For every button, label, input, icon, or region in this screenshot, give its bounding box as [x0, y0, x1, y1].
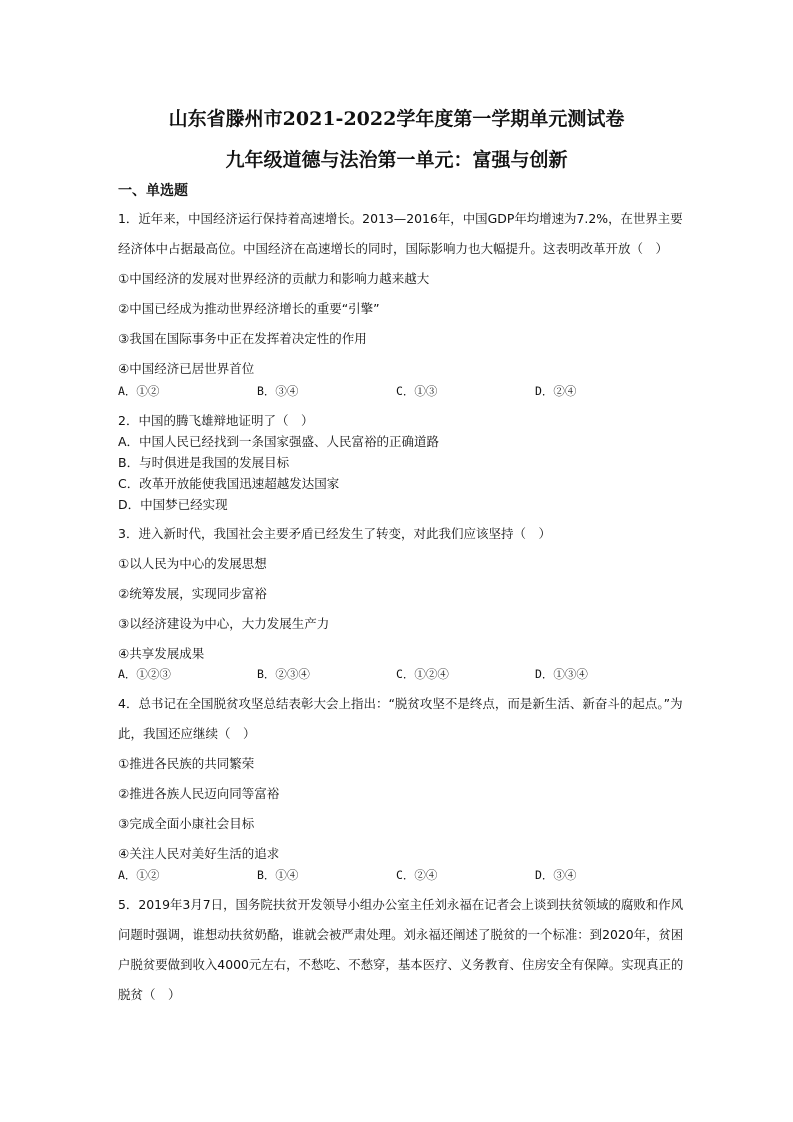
q3-stem: 3．进入新时代，我国社会主要矛盾已经发生了转变，对此我们应该坚持（ ）	[118, 526, 551, 541]
q2-choice-c: C．改革开放能使我国迅速超越发达国家	[118, 476, 340, 491]
q4-option-a: A．①②	[118, 868, 160, 882]
q1-option-d: D．②④	[535, 384, 577, 398]
q2-stem: 2．中国的腾飞雄辩地证明了（ ）	[118, 413, 314, 428]
q4-item-1: ①推进各民族的共同繁荣	[118, 756, 255, 771]
q4-stem-line1: 4．总书记在全国脱贫攻坚总结表彰大会上指出：“脱贫攻坚不是终点，而是新生活、新奋斗的起点。”为	[118, 696, 683, 711]
q5-stem-line1: 5．2019年3月7日，国务院扶贫开发领导小组办公室主任刘永福在记者会上谈到扶贫领域的腐败和作风	[118, 897, 684, 912]
q5-stem-line4: 脱贫（ ）	[118, 987, 181, 1002]
q1-item-1: ①中国经济的发展对世界经济的贡献力和影响力越来越大	[118, 271, 430, 286]
q2-choice-b: B．与时俱进是我国的发展目标	[118, 455, 290, 470]
q1-item-4: ④中国经济已居世界首位	[118, 361, 255, 376]
q1-option-a: A．①②	[118, 384, 160, 398]
q4-item-2: ②推进各族人民迈向同等富裕	[118, 786, 280, 801]
q4-option-d: D．③④	[535, 868, 577, 882]
q3-item-3: ③以经济建设为中心，大力发展生产力	[118, 616, 330, 631]
q4-option-b: B．①④	[257, 868, 299, 882]
section-heading: 一、单选题	[118, 183, 188, 199]
q4-item-4: ④关注人民对美好生活的追求	[118, 846, 280, 861]
q3-option-b: B．②③④	[257, 667, 310, 681]
q5-stem-line3: 户脱贫要做到收入4000元左右，不愁吃、不愁穿，基本医疗、义务教育、住房安全有保障。实现真正的	[118, 957, 684, 972]
q3-option-d: D．①③④	[535, 667, 588, 681]
q1-item-3: ③我国在国际事务中正在发挥着决定性的作用	[118, 331, 367, 346]
q1-option-c: C．①③	[396, 384, 438, 398]
q4-item-3: ③完成全面小康社会目标	[118, 816, 255, 831]
document-subtitle: 九年级道德与法治第一单元：富强与创新	[225, 149, 568, 171]
q4-option-c: C．②④	[396, 868, 438, 882]
q4-stem-line2: 此，我国还应继续（ ）	[118, 726, 256, 741]
q1-stem-line1: 1．近年来，中国经济运行保持着高速增长。2013—2016年，中国GDP年均增速为7.2%，在世界主要	[118, 211, 683, 226]
q3-item-2: ②统筹发展，实现同步富裕	[118, 586, 267, 601]
q3-option-a: A．①②③	[118, 667, 171, 681]
document-title: 山东省滕州市2021-2022学年度第一学期单元测试卷	[168, 108, 625, 130]
q2-choice-a: A．中国人民已经找到一条国家强盛、人民富裕的正确道路	[118, 434, 440, 449]
q5-stem-line2: 问题时强调，谁想动扶贫奶酪，谁就会被严肃处理。刘永福还阐述了脱贫的一个标准：到2020年，贫困	[118, 927, 684, 942]
q3-option-c: C．①②④	[396, 667, 449, 681]
q2-choice-d: D．中国梦已经实现	[118, 497, 228, 512]
q3-item-1: ①以人民为中心的发展思想	[118, 556, 267, 571]
q3-item-4: ④共享发展成果	[118, 646, 205, 661]
q1-stem-line2: 经济体中占据最高位。中国经济在高速增长的同时，国际影响力也大幅提升。这表明改革开放（ ）	[118, 241, 669, 256]
q1-option-b: B．③④	[257, 384, 299, 398]
q1-item-2: ②中国已经成为推动世界经济增长的重要“引擎”	[118, 301, 380, 316]
